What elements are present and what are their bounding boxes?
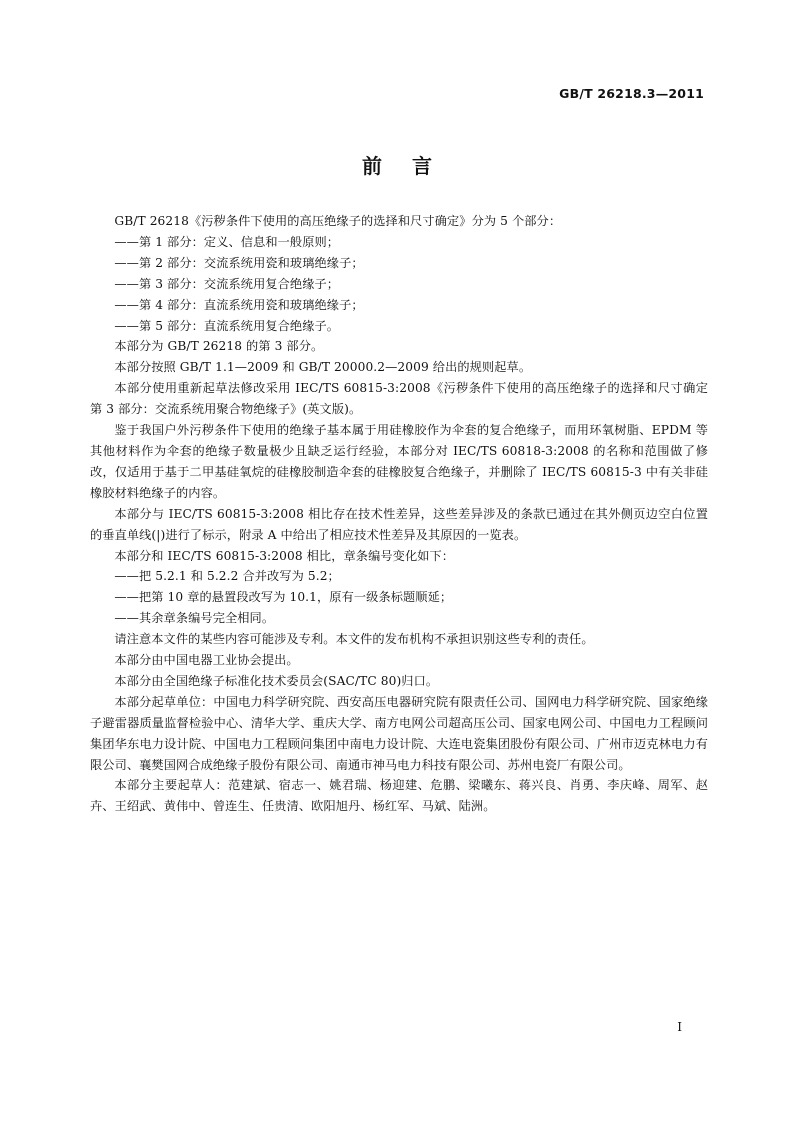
paragraph-patent-notice: 请注意本文件的某些内容可能涉及专利。本文件的发布机构不承担识别这些专利的责任。 bbox=[114, 632, 594, 647]
paragraph-proposed-by: 本部分由中国电器工业协会提出。 bbox=[114, 653, 299, 668]
list-item-change-3: ——其余章条编号完全相同。 bbox=[114, 611, 275, 626]
list-item-change-2: ——把第 10 章的悬置段改写为 10.1，原有一级条标题顺延； bbox=[114, 590, 453, 605]
list-item-part-1: ——第 1 部分：定义、信息和一般原则； bbox=[114, 234, 340, 249]
standard-number: GB/T 26218.3—2011 bbox=[559, 86, 704, 101]
list-item-change-1: ——把 5.2.1 和 5.2.2 合并改写为 5.2； bbox=[114, 569, 340, 584]
page-number: I bbox=[677, 1020, 682, 1034]
paragraph-part-statement: 本部分为 GB/T 26218 的第 3 部分。 bbox=[114, 339, 324, 354]
paragraph-adoption: 本部分使用重新起草法修改采用 IEC/TS 60815-3:2008《污秽条件下使用的高压绝缘子的选择和尺寸确定 第 3 部分：交流系统用聚合物绝缘子》(英文版)。 bbox=[90, 381, 721, 417]
document-body bbox=[90, 211, 721, 817]
paragraph-technical-differences: 本部分与 IEC/TS 60815-3:2008 相比存在技术性差异，这些差异涉及的条款已通过在其外侧页边空白位置的垂直单线(|)进行了标示，附录 A 中给出了相应技术性差异及其原因的一览表。 bbox=[90, 506, 708, 542]
list-item-part-4: ——第 4 部分：直流系统用瓷和玻璃绝缘子； bbox=[114, 297, 364, 312]
paragraph-intro: GB/T 26218《污秽条件下使用的高压绝缘子的选择和尺寸确定》分为 5 个部分： bbox=[114, 214, 562, 228]
paragraph-numbering-changes: 本部分和 IEC/TS 60815-3:2008 相比，章条编号变化如下： bbox=[114, 548, 455, 563]
list-item-part-2: ——第 2 部分：交流系统用瓷和玻璃绝缘子； bbox=[114, 255, 364, 270]
paragraph-scope-modification: 鉴于我国户外污秽条件下使用的绝缘子基本属于用硅橡胶作为伞套的复合绝缘子，而用环氧树脂、EPDM 等其他材料作为伞套的绝缘子数量极少且缺乏运行经验，本部分对 IEC/TS 60818-3:2008 的名称和范围做了修改，仅适用于基于二甲基硅氧烷的硅橡胶制造伞套的硅橡胶复合绝缘子，并删除了 IEC/TS 60815-3 中有关非硅橡胶材料绝缘子的内容。 bbox=[90, 423, 708, 500]
list-item-part-3: ——第 3 部分：交流系统用复合绝缘子； bbox=[114, 276, 340, 291]
paragraph-drafting-units: 本部分起草单位：中国电力科学研究院、西安高压电器研究院有限责任公司、国网电力科学研究院、国家绝缘子避雷器质量监督检验中心、清华大学、重庆大学、南方电网公司超高压公司、国家电网公司、中国电力工程顾问集团华东电力设计院、中国电力工程顾问集团中南电力设计院、大连电瓷集团股份有限公司、广州市迈克林电力有限公司、襄樊国网合成绝缘子股份有限公司、南通市神马电力科技有限公司、苏州电瓷厂有限公司。 bbox=[90, 694, 708, 772]
list-item-part-5: ——第 5 部分：直流系统用复合绝缘子。 bbox=[114, 318, 340, 333]
paragraph-drafting-rules: 本部分按照 GB/T 1.1—2009 和 GB/T 20000.2—2009 给出的规则起草。 bbox=[114, 360, 532, 375]
paragraph-drafters: 本部分主要起草人：范建斌、宿志一、姚君瑞、杨迎建、危鹏、梁曦东、蒋兴良、肖勇、李庆峰、周军、赵卉、王绍武、黄伟中、曾连生、任贵清、欧阳旭丹、杨红军、马斌、陆洲。 bbox=[90, 778, 708, 814]
paragraph-under-jurisdiction: 本部分由全国绝缘子标准化技术委员会(SAC/TC 80)归口。 bbox=[114, 673, 439, 688]
page-title: 前言 bbox=[362, 154, 462, 178]
